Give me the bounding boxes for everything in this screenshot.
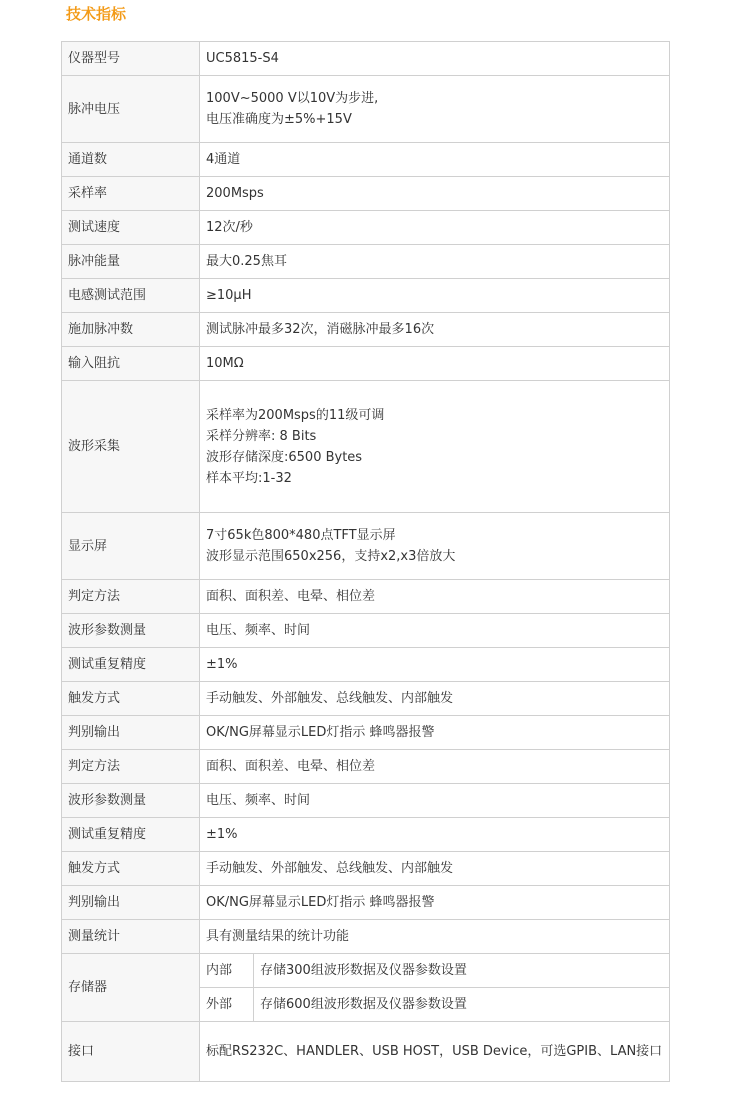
spec-value-line: 采样率为200Msps的11级可调 xyxy=(206,407,385,423)
spec-label: 采样率 xyxy=(62,177,200,211)
spec-value: 手动触发、外部触发、总线触发、内部触发 xyxy=(200,852,670,886)
table-row xyxy=(62,279,670,313)
spec-value: 最大0.25焦耳 xyxy=(200,245,670,279)
table-row xyxy=(62,347,670,381)
spec-label: 测量统计 xyxy=(62,920,200,954)
spec-value xyxy=(200,381,670,513)
spec-value: OK/NG屏幕显示LED灯指示 蜂鸣器报警 xyxy=(200,886,670,920)
spec-label: 判定方法 xyxy=(62,580,200,614)
table-row xyxy=(62,682,670,716)
spec-label: 施加脉冲数 xyxy=(62,313,200,347)
spec-label: 接口 xyxy=(62,1022,200,1082)
spec-value: 200Msps xyxy=(200,177,670,211)
spec-label: 存储器 xyxy=(62,954,200,1022)
table-row xyxy=(62,954,670,988)
spec-value xyxy=(200,513,670,580)
table-row xyxy=(62,245,670,279)
table-row xyxy=(62,211,670,245)
spec-label: 判别输出 xyxy=(62,886,200,920)
spec-label: 测试速度 xyxy=(62,211,200,245)
table-row xyxy=(62,313,670,347)
spec-value: 存储300组波形数据及仪器参数设置 xyxy=(254,954,670,988)
spec-value-line: 波形显示范围650x256，支持x2,x3倍放大 xyxy=(206,549,456,564)
spec-value-line: 7寸65k色800*480点TFT显示屏 xyxy=(206,528,396,543)
spec-label: 输入阻抗 xyxy=(62,347,200,381)
spec-value-line: 100V~5000 V以10V为步进, xyxy=(206,91,379,106)
spec-label: 触发方式 xyxy=(62,682,200,716)
spec-label: 通道数 xyxy=(62,143,200,177)
table-row xyxy=(62,614,670,648)
spec-value: 12次/秒 xyxy=(200,211,670,245)
spec-value: 电压、频率、时间 xyxy=(200,614,670,648)
spec-label: 显示屏 xyxy=(62,513,200,580)
spec-label: 测试重复精度 xyxy=(62,648,200,682)
table-row xyxy=(62,381,670,513)
table-row xyxy=(62,513,670,580)
spec-label: 判定方法 xyxy=(62,750,200,784)
spec-label: 测试重复精度 xyxy=(62,818,200,852)
spec-table xyxy=(61,41,670,1082)
spec-value: 手动触发、外部触发、总线触发、内部触发 xyxy=(200,682,670,716)
table-row xyxy=(62,886,670,920)
spec-value: 面积、面积差、电晕、相位差 xyxy=(200,580,670,614)
spec-value: 电压、频率、时间 xyxy=(200,784,670,818)
spec-value-line: 波形存储深度:6500 Bytes xyxy=(206,449,363,465)
spec-value-line: 电压准确度为±5%+15V xyxy=(206,112,352,127)
spec-label: 波形参数测量 xyxy=(62,784,200,818)
spec-label: 触发方式 xyxy=(62,852,200,886)
section-title: 技术指标 xyxy=(66,5,127,23)
spec-value-line: 样本平均:1-32 xyxy=(206,470,292,486)
spec-value: 10MΩ xyxy=(200,347,670,381)
spec-value: ≥10μH xyxy=(200,279,670,313)
spec-value: 面积、面积差、电晕、相位差 xyxy=(200,750,670,784)
spec-value: 存储600组波形数据及仪器参数设置 xyxy=(254,988,670,1022)
spec-value: 测试脉冲最多32次，消磁脉冲最多16次 xyxy=(200,313,670,347)
spec-value: OK/NG屏幕显示LED灯指示 蜂鸣器报警 xyxy=(200,716,670,750)
spec-value: ±1% xyxy=(200,818,670,852)
spec-value: 具有测量结果的统计功能 xyxy=(200,920,670,954)
table-row xyxy=(62,920,670,954)
table-row xyxy=(62,818,670,852)
spec-value: 标配RS232C、HANDLER、USB HOST，USB Device，可选GPIB、LAN接口 xyxy=(200,1022,670,1082)
spec-label: 电感测试范围 xyxy=(62,279,200,313)
table-row xyxy=(62,784,670,818)
table-row xyxy=(62,716,670,750)
spec-value-line: 采样分辨率: 8 Bits xyxy=(206,428,317,444)
spec-label: 仪器型号 xyxy=(62,42,200,76)
spec-label: 脉冲能量 xyxy=(62,245,200,279)
spec-label: 判别输出 xyxy=(62,716,200,750)
table-row xyxy=(62,76,670,143)
table-row xyxy=(62,648,670,682)
table-row xyxy=(62,42,670,76)
table-row xyxy=(62,852,670,886)
spec-value xyxy=(200,76,670,143)
storage-sub-label: 内部 xyxy=(200,954,254,988)
table-row xyxy=(62,143,670,177)
storage-sub-label: 外部 xyxy=(200,988,254,1022)
table-row xyxy=(62,1022,670,1082)
table-row xyxy=(62,177,670,211)
spec-value: UC5815-S4 xyxy=(200,42,670,76)
spec-value: ±1% xyxy=(200,648,670,682)
table-row xyxy=(62,750,670,784)
spec-value: 4通道 xyxy=(200,143,670,177)
table-row xyxy=(62,580,670,614)
spec-label: 波形参数测量 xyxy=(62,614,200,648)
spec-label: 波形采集 xyxy=(62,381,200,513)
spec-label: 脉冲电压 xyxy=(62,76,200,143)
